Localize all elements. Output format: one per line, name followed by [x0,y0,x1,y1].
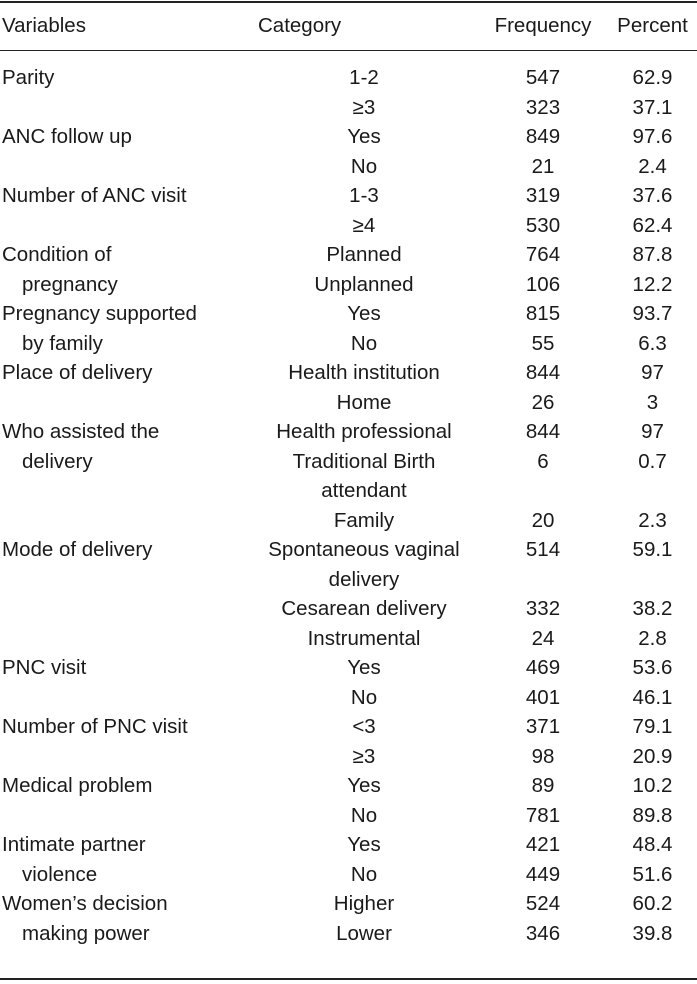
cell-category: Unplanned [314,272,414,296]
cell-variable [0,388,250,418]
cell-percent: 37.1 [632,95,673,119]
table-row [0,122,697,152]
cell-frequency: 449 [525,862,561,886]
variable-label: delivery [22,449,93,473]
cell-category: Lower [336,921,392,945]
cell-percent: 53.6 [632,656,673,679]
table-row [0,683,697,713]
cell-variable [0,653,250,683]
variable-label: pregnancy [22,272,118,296]
cell-percent: 12.2 [632,272,673,296]
cell-category: Planned [326,243,402,266]
cell-percent: 97 [641,361,664,384]
cell-frequency: 844 [525,361,561,384]
cell-category: No [350,862,378,886]
table-row [0,417,697,447]
table-body [0,52,697,948]
cell-variable [0,594,250,624]
table-row [0,830,697,860]
header-percent: Percent [617,14,688,37]
cell-variable [0,742,250,772]
cell-category: Cesarean delivery [281,597,447,620]
cell-category: No [350,154,378,178]
cell-category: Spontaneous vaginal delivery [268,538,460,591]
table-row [0,653,697,683]
variable-label: PNC visit [2,656,87,679]
cell-variable [0,830,250,860]
cell-category: Higher [333,892,395,915]
cell-variable [0,240,250,270]
cell-variable [0,417,250,447]
cell-percent: 46.1 [632,685,673,709]
cell-variable [0,860,250,890]
table-row [0,181,697,211]
cell-variable [0,358,250,388]
header-category: Category [258,14,342,37]
cell-frequency: 371 [525,715,561,738]
cell-variable [0,93,250,123]
cell-category: No [350,331,378,355]
cell-category: Yes [347,125,381,148]
cell-percent: 10.2 [632,774,673,797]
cell-percent: 6.3 [638,331,667,355]
cell-variable [0,919,250,949]
cell-frequency: 21 [531,154,555,178]
variable-label: Number of ANC visit [2,184,187,207]
header-variables: Variables [2,14,86,37]
table-row [0,712,697,742]
cell-percent: 2.3 [638,508,667,532]
variable-label: Place of delivery [2,361,153,384]
cell-category: Health professional [276,420,452,443]
cell-percent: 62.9 [632,66,673,89]
cell-variable [0,683,250,713]
cell-frequency: 421 [525,833,561,856]
table-row [0,93,697,123]
cell-percent: 51.6 [632,862,673,886]
table-row [0,329,697,359]
cell-variable [0,329,250,359]
cell-percent: 3 [646,390,659,414]
cell-frequency: 547 [525,66,561,89]
cell-percent: 60.2 [632,892,673,915]
cell-category: ≥4 [352,213,376,237]
cell-frequency: 323 [525,95,561,119]
cell-variable [0,801,250,831]
variable-label: Intimate partner [2,833,146,856]
variable-label: making power [22,921,150,945]
cell-category: Instrumental [307,626,421,650]
bottom-rule [0,978,697,980]
cell-frequency: 24 [531,626,555,650]
variable-label: Who assisted the [2,420,160,443]
table-row [0,447,697,506]
table-row [0,299,697,329]
cell-percent: 38.2 [632,597,673,620]
table-row [0,240,697,270]
cell-category: 1-3 [349,184,379,207]
cell-variable [0,181,250,211]
cell-percent: 59.1 [632,538,673,561]
table-row [0,801,697,831]
cell-percent: 2.4 [638,154,667,178]
table-row [0,388,697,418]
cell-percent: 62.4 [632,213,673,237]
cell-percent: 87.8 [632,243,673,266]
table-row [0,889,697,919]
cell-category: ≥3 [352,744,376,768]
cell-category: Yes [347,833,381,856]
cell-percent: 39.8 [632,921,673,945]
variable-label: Pregnancy supported [2,302,197,325]
variable-label: Women’s decision [2,892,168,915]
variable-label: Parity [2,66,55,89]
cell-variable [0,624,250,654]
cell-frequency: 319 [525,184,561,207]
cell-variable [0,506,250,536]
cell-category: No [350,803,378,827]
variable-label: ANC follow up [2,125,132,148]
cell-category: ≥3 [352,95,376,119]
cell-frequency: 514 [525,538,561,561]
cell-variable [0,889,250,919]
table-row [0,624,697,654]
table-row [0,52,697,93]
cell-percent: 20.9 [632,744,673,768]
cell-variable [0,122,250,152]
cell-frequency: 89 [531,774,555,797]
table-row [0,211,697,241]
cell-frequency: 815 [525,302,561,325]
cell-variable [0,771,250,801]
variable-label: by family [22,331,103,355]
variable-label: Number of PNC visit [2,715,188,738]
table-row [0,506,697,536]
variable-label: Condition of [2,243,112,266]
variable-label: Mode of delivery [2,538,153,561]
table-row [0,771,697,801]
cell-variable [0,712,250,742]
cell-percent: 79.1 [632,715,673,738]
cell-category: Yes [347,656,381,679]
cell-frequency: 6 [537,449,549,473]
table-row [0,270,697,300]
header-frequency: Frequency [494,14,592,37]
cell-category: <3 [352,715,376,738]
table-row [0,358,697,388]
header-row [0,0,697,52]
cell-category: Family [333,508,395,532]
cell-percent: 93.7 [632,302,673,325]
cell-category: 1-2 [349,66,379,89]
cell-category: Traditional Birth attendant [292,449,436,502]
cell-variable [0,447,250,506]
cell-frequency: 764 [525,243,561,266]
cell-frequency: 26 [531,390,555,414]
table-row [0,919,697,949]
cell-variable [0,211,250,241]
cell-frequency: 55 [531,331,555,355]
table-row [0,594,697,624]
cell-category: No [350,685,378,709]
cell-variable [0,152,250,182]
cell-frequency: 469 [525,656,561,679]
cell-frequency: 781 [525,803,561,827]
cell-variable [0,535,250,594]
cell-percent: 0.7 [638,449,667,473]
cell-percent: 48.4 [632,833,673,856]
cell-frequency: 844 [525,420,561,443]
table-row [0,860,697,890]
variable-label: Medical problem [2,774,153,797]
cell-percent: 89.8 [632,803,673,827]
cell-category: Health institution [288,361,440,384]
cell-frequency: 332 [525,597,561,620]
cell-percent: 2.8 [638,626,667,650]
cell-frequency: 346 [525,921,561,945]
cell-percent: 97.6 [632,125,673,148]
cell-variable [0,270,250,300]
cell-frequency: 401 [525,685,561,709]
variable-label: violence [22,862,98,886]
cell-category: Home [336,390,392,414]
cell-category: Yes [347,302,381,325]
cell-variable [0,299,250,329]
table-row [0,535,697,594]
cell-frequency: 530 [525,213,561,237]
cell-frequency: 106 [525,272,561,296]
table-row [0,152,697,182]
cell-variable [0,52,250,93]
cell-percent: 37.6 [632,184,673,207]
cell-percent: 97 [641,420,664,443]
cell-frequency: 20 [531,508,555,532]
cell-frequency: 524 [525,892,561,915]
cell-frequency: 98 [531,744,555,768]
cell-category: Yes [347,774,381,797]
cell-frequency: 849 [525,125,561,148]
table-row [0,742,697,772]
